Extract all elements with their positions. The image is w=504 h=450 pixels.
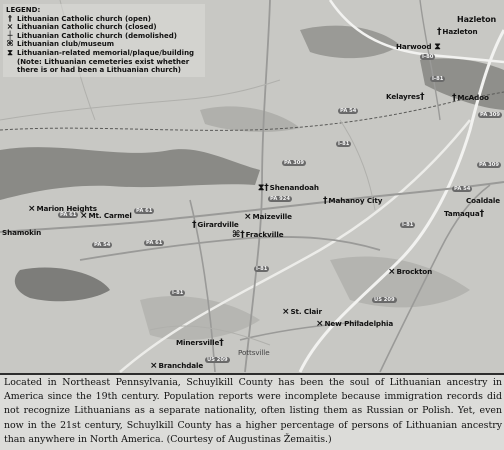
- cross-demolished-icon: ┼: [7, 30, 13, 40]
- road-shield: I-81: [256, 266, 268, 272]
- place-label: ×Mt. Carmel: [80, 211, 132, 221]
- legend-item: [6, 40, 202, 49]
- road-shield: I-81: [172, 290, 184, 296]
- road-shield: PA 61: [60, 212, 77, 218]
- place-label: †Girardville: [192, 220, 239, 230]
- place-label: Hazleton: [457, 15, 497, 24]
- cross-open-icon: †: [8, 13, 12, 23]
- terrain-area: [0, 147, 260, 200]
- road-shield: I-81: [402, 222, 414, 228]
- place-label: Coaldale: [466, 196, 501, 205]
- road-shield: US 209: [374, 297, 395, 303]
- map-legend: [3, 4, 205, 77]
- place-label: †McAdoo: [452, 93, 489, 103]
- place-label: Shamokin: [2, 228, 42, 237]
- cross-closed-icon: ×: [6, 22, 14, 32]
- place-label: ×Brockton: [388, 267, 433, 277]
- road-shield: PA 309: [479, 162, 499, 168]
- terrain-area: [140, 296, 260, 340]
- legend-item-label: Lithuanian Catholic church (demolished): [17, 31, 177, 40]
- road-shield: I-80: [422, 54, 434, 60]
- legend-title: LEGEND:: [6, 6, 41, 14]
- legend-item-label: Lithuanian Catholic church (closed): [17, 23, 157, 32]
- road-shield: US 209: [207, 357, 228, 363]
- road-shield: I-81: [338, 141, 350, 147]
- memorial-icon: ⧗: [7, 47, 13, 57]
- road-shield: PA 61: [136, 208, 153, 214]
- place-label: ⌘†Frackville: [232, 230, 284, 240]
- legend-note: (Note: Lithuanian cemeteries exist whether there is or had been a Lithuanian church): [17, 57, 190, 75]
- road-shield: PA 54: [340, 108, 357, 114]
- legend-item: [6, 32, 202, 41]
- road-shield: PA 61: [146, 240, 163, 246]
- road-shield: PA 309: [480, 112, 500, 118]
- place-label: ×Maizeville: [244, 212, 292, 222]
- road-line: [80, 237, 380, 260]
- legend-item: [6, 23, 202, 32]
- place-label: †Mahanoy City: [323, 196, 383, 206]
- place-label: ×New Philadelphia: [316, 319, 394, 329]
- place-label: ×Branchdale: [150, 361, 204, 371]
- place-label: ×Marion Heights: [28, 204, 97, 214]
- place-label: Minersville†: [176, 338, 224, 348]
- legend-item: [6, 49, 202, 58]
- terrain-area: [300, 26, 400, 59]
- terrain-area: [15, 268, 110, 302]
- place-label: Kelayres†: [386, 92, 425, 102]
- road-shield: PA 309: [284, 160, 304, 166]
- road-shield: PA 54: [94, 242, 111, 248]
- figure-caption: Located in Northeast Pennsylvania, Schuylkill County has been the soul of Lithuanian ancestry in America since the 19th century. Population reports were incomplete because immigration records did not recognize Lithuanians as a separate nationality, often listing them as Russian or Polish. Yet, even now in the 21st century, Schuylkill County has a higher percentage of persons of Lithuanian ancestry than anywhere in North America. (Courtesy of Augustinas Žemaitis.): [4, 377, 502, 445]
- legend-item-label: Lithuanian-related memorial/plaque/building: [17, 48, 195, 57]
- terrain-area: [330, 257, 470, 308]
- place-label: †Hazleton: [437, 27, 478, 37]
- place-label: ⧗†Shenandoah: [258, 183, 319, 193]
- road-shield: I-81: [432, 76, 444, 82]
- place-label: Tamaqua†: [444, 209, 484, 219]
- legend-item-label: Lithuanian Catholic church (open): [17, 14, 151, 23]
- road-shield: PA 54: [454, 186, 471, 192]
- place-label: Harwood ⧗: [396, 42, 441, 52]
- legend-item: [6, 15, 202, 24]
- club-museum-icon: ⌘: [6, 39, 14, 49]
- road-shield: PA 924: [270, 196, 290, 202]
- legend-item-label: Lithuanian club/museum: [17, 40, 114, 49]
- place-label: ×St. Clair: [282, 307, 322, 317]
- place-label: Pottsville: [238, 348, 270, 357]
